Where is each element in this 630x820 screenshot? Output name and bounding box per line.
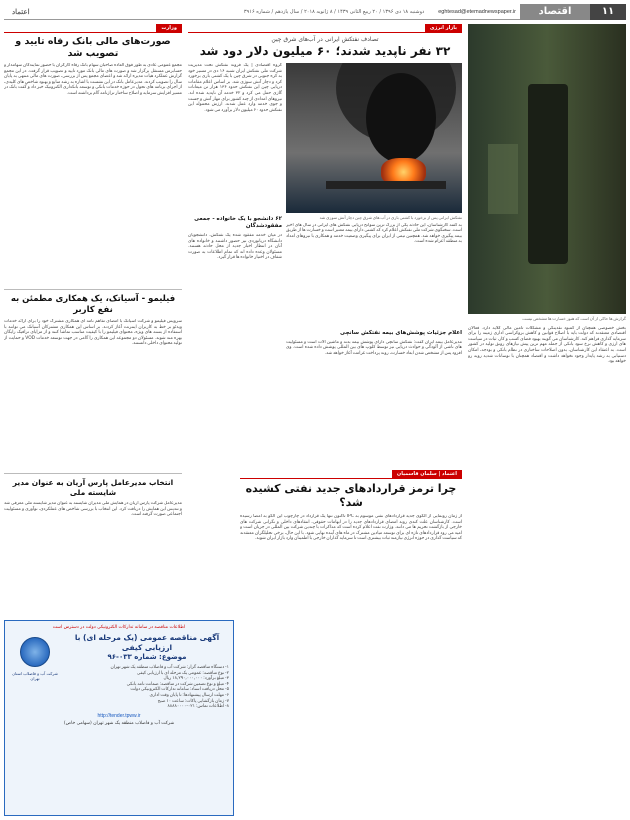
left-headline-3: انتخاب مدیرعامل پارس آریان به عنوان مدیر شایسته ملی [12, 478, 174, 497]
tender-advertisement [4, 620, 234, 816]
water-company-logo [20, 637, 50, 667]
section-label: اقتصاد [520, 4, 590, 20]
main-kicker-bar [188, 24, 462, 33]
main-headline: ۳۲ نفر ناپدید شدند؛ ۶۰ میلیون دلار دود شد [199, 44, 451, 58]
main-kicker: بازار انرژی [425, 24, 462, 32]
bottom-kicker: اعتماد | سلمان قاسمیان [392, 470, 462, 478]
ad-notice: اطلاعات مناقصه در سامانه تدارکات الکترونیکی دولت در دسترس است [52, 625, 186, 630]
ad-title: آگهی مناقصه عمومی (یک مرحله ای) با ارزیابی کیفی [74, 633, 220, 652]
photo-caption: نفتکش ایرانی پس از برخورد با کشتی باری در آب های شرق چین دچار آتش سوزی شد [319, 215, 462, 220]
main-subhead-3: ۶۲ دانشجو با یک خانواده - جمعی مفقودشدگان [194, 216, 282, 229]
main-subhead-2: اعلام جزئیات پوشش‌های بیمه نفتکش سانچی [340, 329, 462, 336]
ad-item: ۶- مهلت ارسال پیشنهادها: تا پایان وقت اداری [149, 692, 229, 698]
left-headline-2: فیلیمو - آسیاتک، یک همکاری مطمئن به نفع کاربر [10, 294, 176, 315]
ad-organization: شرکت آب و فاضلاب استان تهران [12, 671, 58, 681]
ad-item: ۱- دستگاه مناقصه گزار: شرکت آب و فاضلاب منطقه یک شهر تهران [110, 665, 229, 670]
main-body-a: گروه اقتصادی | یک فروند نفتکش تحت مدیریت شرکت ملی نفتکش ایران شنبه ۱۶ دی در مسیر خود به کره جنوبی در شرق چین با یک کشتی باری برخورد کرد و دچار آتش سوزی شد. بر اساس اعلام مقامات دریایی چین این نفتکش حدود ۱۳۶ هزار تن میعانات گازی حمل می کرد و ۳۲ خدمه آن ناپدید شده اند. نیروهای امدادی از چند کشور برای مهار آتش و جست و جوی خدمه وارد عمل شدند. ارزش محموله این نفتکش حدود ۶۰ میلیون دلار برآورد می شود. [188, 63, 282, 113]
main-body-d: در میان خدمه مفقود شده یک نفتکش، دانشجویان دانشگاه دریانوردی نیز حضور داشتند و خانواده های آنان در انتظار اخبار جدید از محل حادثه هستند. مسئولان وعده داده اند که تمام اطلاعات به صورت شفاف در اختیار خانواده ها قرار گیرد. [188, 233, 282, 261]
bottom-kicker-bar [240, 470, 462, 479]
divider [4, 473, 182, 474]
main-body-b: به گفته کارشناسان، این حادثه یکی از بزرگ ترین سوانح دریایی نفتکش های ایرانی در سال های اخیر است. سخنگوی شرکت ملی نفتکش اعلام کرد که کشتی دارای بیمه معتبر است و خسارت ها از طریق بیمه پیگیری خواهد شد. همچنین تیمی از ایران برای پیگیری وضعیت خدمه و همکاری با نیروهای امداد به منطقه اعزام شده است. [286, 222, 462, 245]
ad-item: ۲- نوع مناقصه: عمومی یک مرحله ای با ارزیابی کیفی [136, 670, 229, 676]
newspaper-logo: اعتماد [12, 7, 30, 16]
ad-item: ۸- اطلاعات تماس: ۰۲۱-۸۸۸۸۰۰۰۰ [167, 704, 229, 710]
ad-item: ۷- زمان بازگشایی پاکات: ساعت ۱۰ صبح [157, 698, 229, 704]
ad-footer: شرکت آب و فاضلاب منطقه یک شهر تهران (سهامی خاص) [63, 720, 175, 726]
left-kicker-bar [4, 24, 182, 33]
bottom-headline: چرا ترمز قراردادهای جدید نفتی کشیده شد؟ [245, 482, 457, 509]
masthead-bar [4, 4, 626, 20]
ad-website-link[interactable]: http://tender.tpww.ir [97, 712, 141, 719]
bottom-body: از زمان رونمایی از الگوی جدید قراردادهای نفتی موسوم به IPC تاکنون تنها یک قرارداد در چارچوب این الگو به امضا رسیده است. کارشناسان علت کندی روند امضای قراردادهای جدید را در ابهامات حقوقی، انتقادهای داخلی و نگرانی شرکت های خارجی از بازگشت تحریم ها می دانند. وزارت نفت اعلام کرده است که مذاکرات با چندین شرکت بین المللی در جریان است و امید می رود قراردادهای تازه ای برای توسعه میادین مشترک در ماه های آینده نهایی شود. با این حال، برخی تحلیلگران معتقدند که سیاست گذاری در حوزه انرژی نیازمند ثبات بیشتری است تا سرمایه گذاران خارجی با اطمینان وارد بازار ایران شوند. [240, 514, 462, 542]
bottom-story [240, 470, 462, 816]
main-subhead: تصادف نفتکش ایرانی در آب‌های شرق چین [271, 36, 379, 43]
ad-item: ۵- محل دریافت اسناد: سامانه تدارکات الکترونیکی دولت [130, 687, 229, 693]
ad-items-list [65, 665, 229, 710]
tanker-fire-photo [286, 63, 462, 213]
page-number: ۱۱ [590, 4, 626, 20]
main-story [188, 24, 462, 464]
ad-subject: موضوع: شماره ۰۳۳-۹۶ [107, 653, 187, 661]
right-column [468, 24, 626, 816]
right-body: بخش خصوصی همچنان از کمبود نقدینگی و مشکلات تامین مالی گلایه دارد. فعالان اقتصادی معتقدند که دولت باید با اصلاح قوانین و کاهش بروکراسی اداری زمینه را برای سرمایه گذاری فراهم کند. کارشناسان می گویند بهبود فضای کسب و کار، ثبات در سیاست های ارزی و کاهش نرخ سود بانکی از جمله مهم ترین پیش نیازهای رونق تولید در کشور است. به اعتقاد این کارشناسان، بدون اصلاحات ساختاری در نظام بانکی و بودجه، امکان دستیابی به رشد پایدار وجود نخواهد داشت و اقتصاد همچنان با نوسانات شدید روبه رو خواهد بود. [468, 325, 626, 365]
main-body-c: مدیرعامل بیمه ایران گفت: نفتکش سانچی دارای پوشش بیمه بدنه و ماشین آلات است و مسئولیت های ناشی از آلودگی و حوادث دریایی نیز توسط کلوپ های بین المللی پوشش داده شده است. وی افزود پس از مشخص شدن ابعاد خسارت، روند پرداخت غرامت آغاز خواهد شد. [286, 339, 462, 356]
right-caption: گزارش ها حاکی از آن است که هنوز خسارت ها مشخص نیست [522, 316, 626, 321]
left-kicker: وزارت [156, 24, 182, 32]
ad-item: ۳- مبلغ برآورد: ۱۸,۲۹۰,۰۰۰,۰۰۰ ریال [163, 676, 229, 682]
tanker-hull [326, 181, 446, 189]
divider [4, 289, 182, 290]
left-headline: صورت‌های مالی بانک رفاه تایید و تصویب شد [15, 36, 171, 59]
left-body-3: مدیرعامل شرکت پارس آریان در همایش ملی مدیران شایسته به عنوان مدیر شایسته ملی معرفی شد و تندیس این همایش را دریافت کرد. این انتخاب با بررسی شاخص های عملکردی، نوآوری و مسئولیت اجتماعی صورت گرفته است. [4, 501, 182, 518]
dateline: دوشنبه ۱۸ دی ۱۳۹۶ / ۲۰ ربیع الثانی ۱۴۳۹ / ۸ ژانویه ۲۰۱۸ / سال یازدهم / شماره ۳۹۱۶ [243, 8, 425, 15]
ad-item: ۴- مبلغ و نوع تضمین شرکت در مناقصه: ضمانت نامه بانکی [126, 681, 229, 687]
left-body: مجمع عمومی عادی به طور فوق العاده صاحبان سهام بانک رفاه کارگران با حضور نمایندگان سهامدار و حسابرس مستقل برگزار شد و صورت های مالی بانک مورد تایید و تصویب قرار گرفت. در این مجمع گزارش عملکرد هیات مدیره ارائه شد و اعضای مجمع پس از بررسی، صورت های مالی منتهی به پایان سال را تصویب کردند. مدیرعامل بانک در این نشست با اشاره به رشد منابع و بهبود شاخص های کلیدی، از اجرای برنامه های تحول در حوزه خدمات بانکی و توسعه بانکداری الکترونیک خبر داد و گفت بانک در مسیر افزایش سرمایه و اصلاح ساختار ترازنامه گام برداشته است. [4, 63, 182, 96]
website-address: eghtesad@etemadnewspaper.ir [438, 8, 516, 15]
left-body-2: سرویس فیلیمو و شرکت آسیاتک با امضای تفاهم نامه ای همکاری مشترک خود را برای ارائه خدمات ویدئو بر خط به کاربران اینترنت آغاز کردند. بر اساس این همکاری مشترکان آسیاتک می توانند با استفاده از بسته های ویژه، محتوای فیلیمو را با کیفیت مناسب تماشا کنند و از مزایای ترافیک رایگان بهره مند شوند. مسئولان دو مجموعه این همکاری را گامی در جهت توسعه خدمات VOD و حمایت از تولید محتوای داخلی دانستند. [4, 319, 182, 347]
right-photo [468, 24, 626, 314]
